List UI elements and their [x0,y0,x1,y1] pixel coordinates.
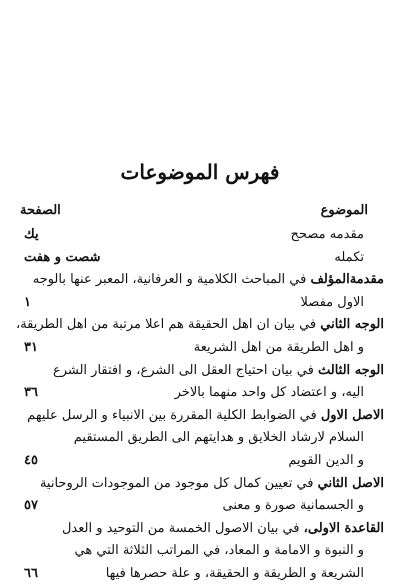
toc-entry-heading: القاعدة الاولى، [303,520,384,536]
toc-entry-description: و الدين القويم [288,453,364,468]
toc-entry-description: و النبوة و الامامة و المعاد، في المراتب الثلاثة التي هي [74,543,364,559]
toc-line [16,314,384,336]
toc-entry-heading: الاصل الاول [320,407,384,423]
toc-page-number: ٦٦ [24,566,38,581]
toc-entry-text [53,360,384,382]
toc-line [16,405,384,427]
toc-entry-text [16,314,384,336]
toc-entry-heading: الوجه الثاني [320,317,384,333]
toc-entry-description: تكمله [334,249,364,265]
toc-entry-description: و الجسمانية صورة و معنى [222,498,364,514]
toc-entry-text [62,518,384,540]
page-title: فهرس الموضوعات [120,160,280,184]
toc-entry-text [334,247,364,269]
toc-entry-description: في تعيين كمال كل موجود من الموجودات الروحانية [39,475,318,491]
toc-entry-text [27,405,384,427]
toc-entry-description: الاول مفصلا [300,294,364,310]
toc-entry-text [223,495,364,517]
toc-entry-text [301,292,364,314]
toc-entry-text [288,450,364,472]
toc-entry-heading: الوجه الثالث [317,362,384,378]
toc-page-number: ١ [24,294,31,310]
toc-entry-text [175,382,364,404]
toc-entry-description: في بيان ان اهل الحقيقة هم اعلا مرتبة من اهل الطريقة، [16,317,321,333]
toc-line [16,224,384,246]
toc-entry-text [106,563,364,585]
toc-line [16,427,384,449]
toc-line [16,292,384,314]
toc-page-number: ٣١ [24,340,38,355]
toc-page-number: يك [24,227,39,242]
toc-page-number: ٣٦ [24,385,38,401]
toc-entry-description: السلام لارشاد الخلايق و هدايتهم الى الطريق المستقيم [73,430,364,446]
toc-line [16,450,384,472]
toc-line [16,495,384,517]
toc-entry-description: في الضوابط الكلية المقررة بين الانبياء و الرسل عليهم [27,407,321,423]
toc-line [16,382,384,404]
toc-entry-text [75,540,364,562]
toc-page-number: شصت و هفت [24,249,101,265]
toc-entry-text [74,427,364,449]
toc-line [16,473,384,495]
toc-entry-description: اليه، و اعتضاد كل واحد منهما بالاخر [174,385,364,401]
page-column-header: الصفحة [20,203,61,218]
toc-entry-text [33,269,384,291]
toc-line [16,247,384,269]
toc-line [16,518,384,540]
toc-entry-text [194,337,364,359]
toc-line [16,269,384,291]
toc-entry-heading: مقدمةالمؤلف [310,272,384,288]
toc-line [16,563,384,585]
toc-entry-text [40,473,384,495]
toc-entry-description: في المباحث الكلامية و العرفانية، المعبر عنها بالوجه [32,272,311,288]
toc-entry-text [291,224,364,246]
toc-line [16,337,384,359]
toc-page-number: ٥٧ [24,498,38,514]
toc-entry-description: الشريعة و الطريقة و الحقيقة، و علة حصرها فيها [105,566,364,581]
toc-entry-description: في بيان احتياج العقل الى الشرع، و افتقار الشرع [52,362,318,378]
toc-entry-description: في بيان الاصول الخمسة من التوحيد و العدل [61,520,304,536]
toc-entry-heading: الاصل الثاني [317,475,384,491]
toc-entry-description: و اهل الطريقة من اهل الشريعة [193,340,364,355]
topic-column-header: الموضوع [320,203,368,218]
toc-line [16,540,384,562]
toc-line [16,360,384,382]
toc-entry-description: مقدمه مصحح [290,227,364,242]
toc-page-number: ٤٥ [24,453,38,468]
